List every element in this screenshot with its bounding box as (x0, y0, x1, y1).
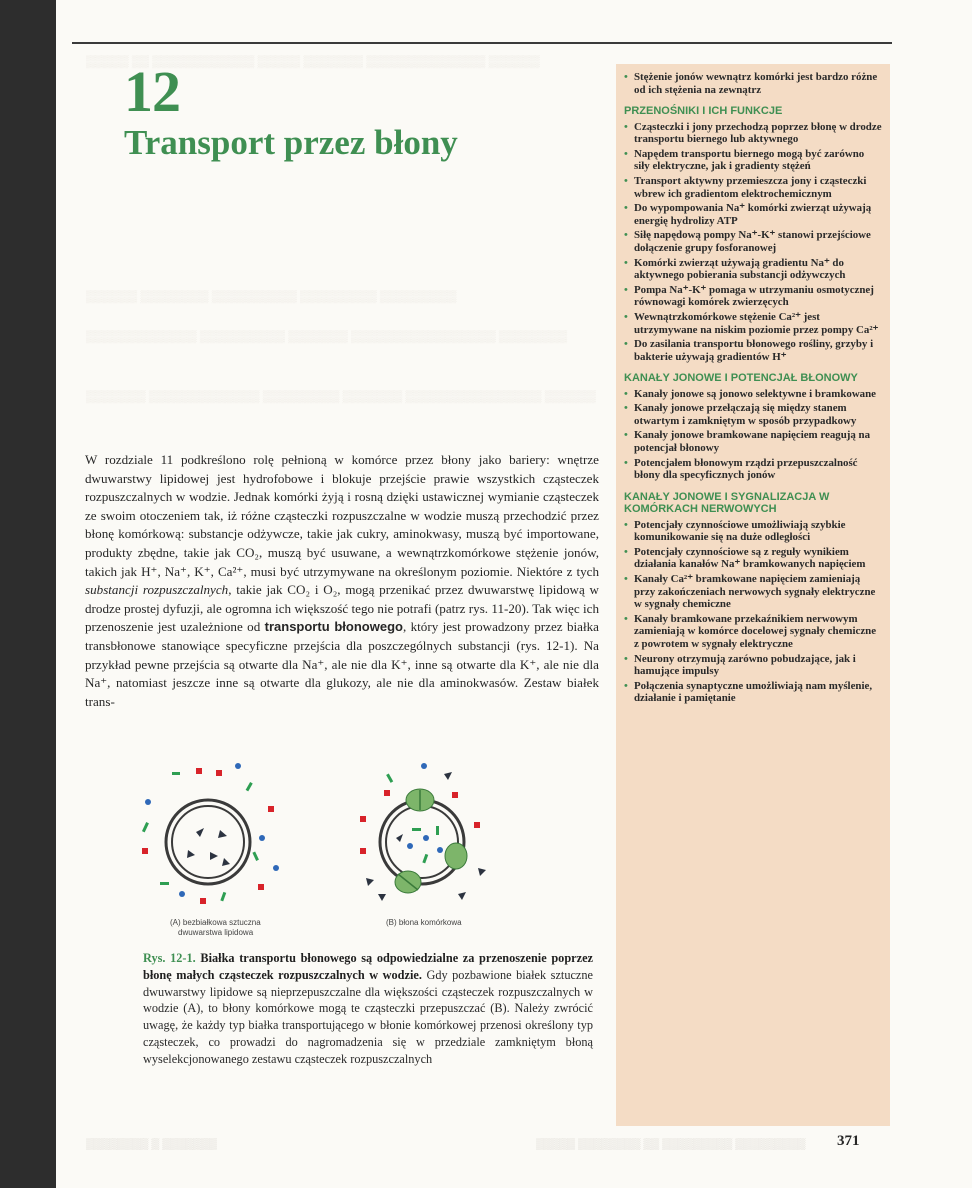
sidebar-heading-nerve-signaling: KANAŁY JONOWE I SYGNALIZACJA W KOMÓRKACH NERWOWYCH (624, 490, 830, 516)
sidebar-item: • Potencjały czynnościowe umożliwiają szybkie komunikowanie się na duże odległości (624, 519, 882, 544)
molecule-triangle (396, 834, 403, 842)
book-page (56, 0, 972, 1188)
molecule-red (200, 898, 206, 904)
top-rule (72, 42, 892, 44)
molecule-blue (235, 763, 241, 769)
figure-caption (143, 950, 593, 1068)
sidebar-item: • Siłę napędową pompy Na⁺-K⁺ stanowi przejściowe dołączenie grupy fosforanowej (624, 229, 882, 254)
sidebar-item: • Stężenie jonów wewnątrz komórki jest bardzo różne od ich stężenia na zewnątrz (624, 71, 882, 96)
molecule-red (360, 816, 366, 822)
molecule-red (196, 768, 202, 774)
molecule-green (412, 828, 421, 831)
intro-italic-term: substancji rozpuszczalnych (85, 582, 229, 598)
intro-bold-term: transportu błonowego (264, 619, 403, 635)
molecule-green (220, 892, 226, 901)
molecule-blue (423, 835, 429, 841)
molecule-red (384, 790, 390, 796)
molecule-blue (407, 843, 413, 849)
panel-a-label-line2: dwuwarstwa lipidowa (178, 928, 254, 937)
bleed-through-footer: ▒▒▒▒▒ ▒▒▒▒▒▒▒▒ ▒▒ ▒▒▒▒▒▒▒▒▒ ▒▒▒▒▒▒▒▒▒ (536, 1138, 806, 1150)
chapter-summary-sidebar (616, 64, 890, 1126)
molecule-green (386, 774, 393, 783)
sidebar-item: • Wewnątrzkomórkowe stężenie Ca²⁺ jest utrzymywane na niskim poziomie przez pompy Ca²⁺ (624, 311, 882, 336)
molecule-green (160, 882, 169, 885)
bleed-through-text: ▒▒▒▒▒▒▒ ▒▒▒▒▒▒▒▒▒▒▒▒▒ ▒▒▒▒▒▒▒▒▒ ▒▒▒▒▒▒▒ ▒▒▒▒▒▒▒▒▒▒▒▒▒▒▒▒ ▒▒▒▒▒▒ (86, 389, 596, 403)
molecule-green (252, 852, 259, 861)
molecule-red (474, 822, 480, 828)
chapter-number: 12 (124, 59, 180, 124)
molecule-triangle (187, 850, 195, 858)
molecule-green (172, 772, 180, 775)
sidebar-list-ion-channels (624, 388, 882, 482)
molecule-blue (437, 847, 443, 853)
molecule-blue (421, 763, 427, 769)
sidebar-item: • Połączenia synaptyczne umożliwiają nam myślenie, działanie i pamiętanie (624, 680, 882, 705)
sidebar-item: • Kanały Ca²⁺ bramkowane napięciem zamieniają przy zakończeniach nerwowych sygnały elektryczne w sygnały chemiczne (624, 573, 882, 611)
caption-lead: Białka transportu błonowego są odpowiedzialne za przenoszenie poprzez błonę małych cząsteczek rozpuszczalnych w wodzie. (143, 951, 593, 982)
molecule-blue (259, 835, 265, 841)
molecule-red (452, 792, 458, 798)
membrane-diagram (126, 760, 546, 940)
sidebar-item: • Pompa Na⁺-K⁺ pomaga w utrzymaniu osmotycznej równowagi komórek zwierzęcych (624, 284, 882, 309)
page-number: 371 (837, 1133, 860, 1149)
bleed-through-text: ▒▒▒▒▒▒▒▒▒▒▒▒▒ ▒▒▒▒▒▒▒▒▒▒ ▒▒▒▒▒▒▒ ▒▒▒▒▒▒▒▒▒▒▒▒▒▒▒▒▒ ▒▒▒▒▒▒▒▒ (86, 329, 567, 343)
bleed-through-text: ▒▒▒▒▒▒ ▒▒▒▒▒▒▒▒ ▒▒▒▒▒▒▒▒▒▒ ▒▒▒▒▒▒▒▒▒ ▒▒▒▒▒▒▒▒▒ (86, 289, 457, 303)
molecule-triangle (222, 858, 230, 866)
molecule-triangle (458, 892, 466, 900)
figure-12-1 (126, 760, 546, 940)
sidebar-item: • Potencjały czynnościowe są z reguły wynikiem działania kanałów Na⁺ bramkowanych napięciem (624, 546, 882, 571)
molecule-triangle (478, 868, 486, 876)
molecule-triangle (210, 852, 218, 860)
molecule-red (360, 848, 366, 854)
membrane-inner-ring (386, 806, 458, 878)
sidebar-item: • Napędem transportu biernego mogą być zarówno siły elektryczne, jak i gradienty stężeń (624, 148, 882, 173)
molecule-green (246, 782, 253, 791)
intro-text-2: , takie jak CO₂ i O₂, mogą przenikać przez dwuwarstwę lipidową w drodze prostej dyfuzji, ale ogromna ich większość tego nie potrafi (patrz rys. 11-20). Tak więc ich przenoszenie jest uzależnione od (85, 582, 599, 635)
sidebar-item: • Do wypompowania Na⁺ komórki zwierząt używają energię hydrolizy ATP (624, 202, 882, 227)
sidebar-item: • Kanały bramkowane przekaźnikiem nerwowym zamieniają w komórce docelowej sygnały chemiczne z powrotem w sygnały elektryczne (624, 613, 882, 651)
sidebar-heading-ion-channels: KANAŁY JONOWE I POTENCJAŁ BŁONOWY (624, 372, 858, 385)
sidebar-item: • Neurony otrzymują zarówno pobudzające, jak i hamujące impulsy (624, 653, 882, 678)
panel-a-label-line1: (A) bezbiałkowa sztuczna (170, 918, 261, 927)
molecule-red (216, 770, 222, 776)
sidebar-item: • Potencjałem błonowym rządzi przepuszczalność błony dla specyficznych jonów (624, 457, 882, 482)
molecule-triangle (366, 878, 374, 886)
sidebar-item: • Do zasilania transportu błonowego rośliny, grzyby i bakterie używają gradientów H⁺ (624, 338, 882, 363)
panel-b-cell-membrane (360, 763, 486, 927)
sidebar-item: • Kanały jonowe są jonowo selektywne i bramkowane (624, 388, 882, 401)
sidebar-list-nerve-signaling (624, 519, 882, 705)
sidebar-item: • Transport aktywny przemieszcza jony i cząsteczki wbrew ich gradientom elektrochemicznym (624, 175, 882, 200)
bleed-through-text: ▒▒▒▒▒ ▒▒ ▒▒▒▒▒▒▒▒▒▒▒▒ ▒▒▒▒▒ ▒▒▒▒▒▒▒ ▒▒▒▒▒▒▒▒▒▒▒▒▒▒ ▒▒▒▒▒▒ (86, 54, 540, 68)
molecule-red (258, 884, 264, 890)
intro-paragraph (85, 451, 599, 711)
molecule-red (142, 848, 148, 854)
caption-figure-number: Rys. 12-1. (143, 951, 196, 965)
sidebar-heading-transporters: PRZENOŚNIKI I ICH FUNKCJE (624, 105, 783, 118)
transport-protein (445, 843, 467, 869)
sidebar-item: • Cząsteczki i jony przechodzą poprzez błonę w drodze transportu biernego lub aktywnego (624, 121, 882, 146)
molecule-blue (179, 891, 185, 897)
molecule-blue (273, 865, 279, 871)
intro-text-1: W rozdziale 11 podkreślono rolę pełnioną w komórce przez błony jako bariery: wnętrze dwuwarstwy lipidowej jest hydrofobowe i blokuje przejście prawie wszystkich cząsteczek rozpuszczalnych w wodzie. Jednak komórki żyją i rosną dzięki ustawicznej wymianie cząsteczek ze swoim otoczeniem tak, iż różne cząsteczki rozpuszczalne w wodzie muszą przechodzić przez błonę komórkową: substancje odżywcze, takie jak cukry, aminokwasy, muszą być importowane, produkty zbędne, takie jak CO₂, muszą być usuwane, a wewnątrzkomórkowe stężenie jonów, takich jak H⁺, Na⁺, K⁺, Ca²⁺, musi być utrzymywane na określonym poziomie. Niektóre z tych (85, 452, 599, 579)
molecule-triangle (444, 772, 452, 780)
sidebar-intro-list (624, 71, 882, 96)
panel-b-label: (B) błona komórkowa (386, 918, 462, 927)
molecule-green (142, 822, 149, 832)
molecule-triangle (378, 894, 386, 901)
bilayer-inner-ring (172, 806, 244, 878)
molecule-triangle (218, 830, 227, 838)
intro-text-3: , który jest prowadzony przez białka transbłonowe stanowiące specyficzne przejścia dla poszczególnych substancji (rys. 12-1). Na przykład pewne przejścia są otwarte dla Na⁺, ale nie dla K⁺, inne są otwarte dla K⁺, ale nie dla Na⁺, natomiast jeszcze inne są otwarte dla glukozy, ale nie dla aminokwasów. Zestaw białek trans- (85, 619, 599, 709)
caption-text: Gdy pozbawione białek sztuczne dwuwarstwy lipidowe są nieprzepuszczalne dla większości cząsteczek rozpuszczalnych w wodzie (A), to błony komórkowe mogą te cząsteczki przepuszczać (B). Należy zwrócić uwagę, że każdy typ białka transportującego w błonie komórkowej przenosi określony typ cząsteczek, co prowadzi do nagromadzenia się w przedziale zamkniętym błoną wyselekcjonowanego zestawu cząsteczek rozpuszczalnych (143, 967, 593, 1066)
molecule-red (268, 806, 274, 812)
sidebar-item: • Kanały jonowe przełączają się między stanem otwartym i zamkniętym w sposób przypadkowy (624, 402, 882, 427)
bilayer-outer-ring (166, 800, 250, 884)
molecule-blue (145, 799, 151, 805)
molecule-triangle (196, 828, 204, 837)
molecule-green (422, 854, 428, 863)
panel-a-artificial-bilayer (142, 763, 279, 937)
sidebar-list-transporters (624, 121, 882, 364)
membrane-outer-ring (380, 800, 464, 884)
bleed-through-footer: ▒▒▒▒▒▒▒▒ ▒ ▒▒▒▒▒▒▒ (86, 1138, 217, 1150)
chapter-title: Transport przez błony (124, 123, 458, 162)
sidebar-item: • Komórki zwierząt używają gradientu Na⁺ do aktywnego pobierania substancji odżywczych (624, 257, 882, 282)
sidebar-item: • Kanały jonowe bramkowane napięciem reagują na potencjał błonowy (624, 429, 882, 454)
molecule-green (436, 826, 439, 835)
